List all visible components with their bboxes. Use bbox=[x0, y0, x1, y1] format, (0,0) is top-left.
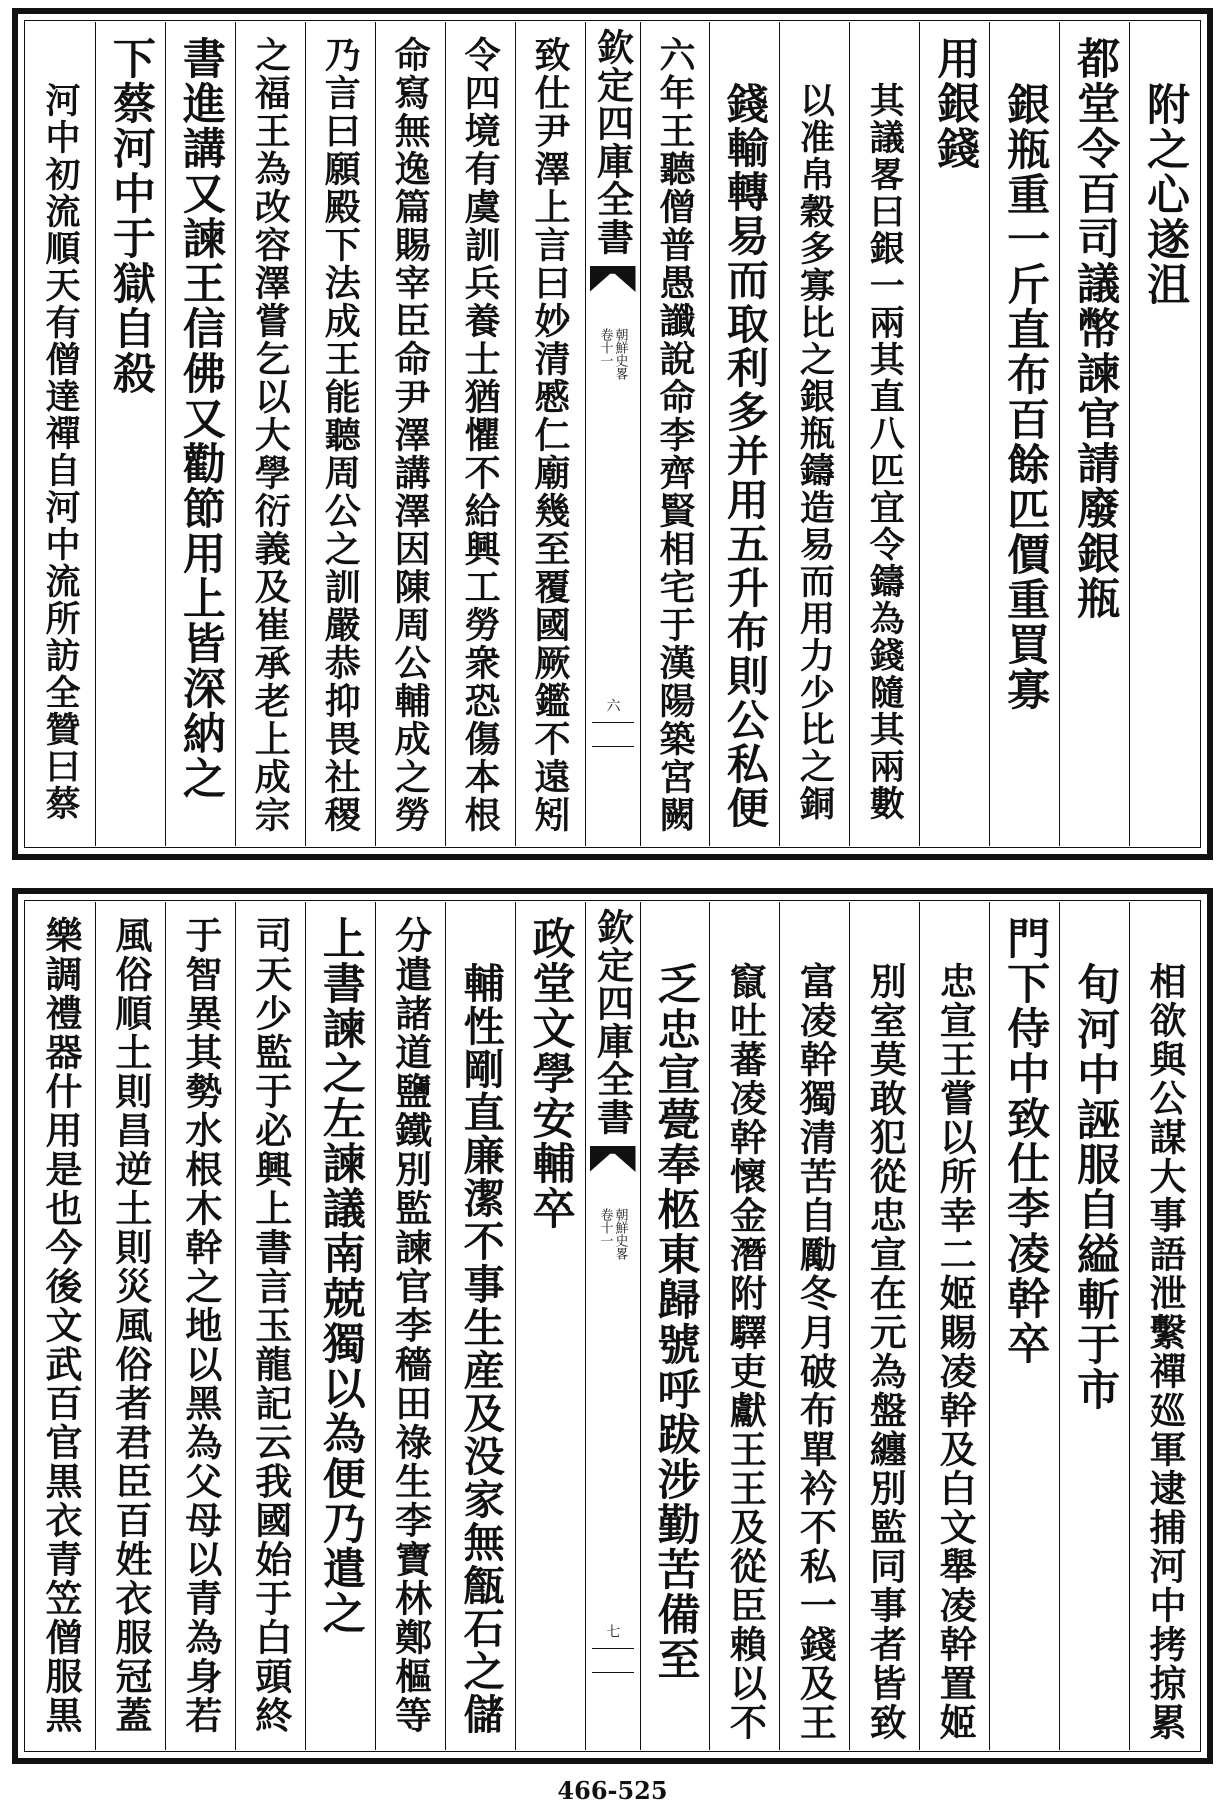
column-text: 以准帛穀多寡比之銀瓶鑄造易而用力少比之銅 bbox=[794, 82, 836, 822]
text-column bbox=[375, 902, 445, 1750]
column-text: 司天少監于必興上書言玉龍記云我國始于白頭終 bbox=[248, 916, 293, 1735]
lower-page bbox=[12, 888, 1213, 1764]
column-text: 致仕尹澤上言曰妙清慼仁廟幾至覆國厥鑑不遠矧 bbox=[529, 36, 572, 834]
text-column bbox=[95, 22, 165, 846]
text-column bbox=[305, 22, 375, 846]
center-rule bbox=[592, 1672, 634, 1673]
column-text: 上書諫之左諫議南兢獨以為便乃遣之 bbox=[315, 916, 366, 1636]
column-text: 書進講又諫王信佛又勸節用上皆深納之 bbox=[175, 36, 226, 801]
page-number: 六 bbox=[604, 698, 621, 712]
volume-label: 卷十一 bbox=[597, 1208, 613, 1247]
text-column bbox=[445, 22, 515, 846]
column-text: 河中初流順天有僧達禪自河中流所訪全贊曰蔡 bbox=[39, 82, 81, 822]
text-column bbox=[640, 22, 710, 846]
column-text: 銀瓶重一斤直布百餘匹價重買寡 bbox=[1000, 82, 1051, 712]
center-margin bbox=[585, 902, 640, 1750]
text-column bbox=[989, 22, 1059, 846]
center-margin bbox=[585, 22, 640, 846]
page-footer-number: 466-525 bbox=[557, 1776, 668, 1805]
column-text: 附之心遂沮 bbox=[1140, 82, 1191, 307]
collection-title: 欽定四庫全書 bbox=[590, 908, 635, 1136]
upper-page bbox=[12, 8, 1213, 860]
column-text: 乃言曰願殿下法成王能聽周公之訓嚴恭抑畏社稷 bbox=[319, 36, 362, 834]
text-column bbox=[989, 902, 1059, 1750]
column-text: 命寫無逸篇賜宰臣命尹澤講澤因陳周公輔成之勞 bbox=[389, 36, 432, 834]
column-text: 樂調禮器什用是也今後文武百官黒衣青笠僧服黒 bbox=[38, 916, 83, 1735]
column-text: 其議畧曰銀一兩其直八匹宜令鑄為錢隨其兩數 bbox=[864, 82, 906, 822]
volume-label: 卷十一 bbox=[597, 328, 613, 367]
text-column bbox=[445, 902, 515, 1750]
column-text: 于智異其勢水根木幹之地以黑為父母以青為身若 bbox=[178, 916, 223, 1735]
collection-title: 欽定四庫全書 bbox=[590, 28, 635, 256]
column-text: 乏忠宣甍奉柩東歸號呼跋涉勤苦備至 bbox=[650, 962, 701, 1682]
text-column bbox=[1059, 902, 1129, 1750]
column-text: 都堂令百司議幣諫官請廢銀瓶 bbox=[1070, 36, 1121, 621]
text-column bbox=[709, 22, 779, 846]
center-rule bbox=[592, 722, 634, 723]
text-column bbox=[375, 22, 445, 846]
text-column bbox=[779, 902, 849, 1750]
text-column bbox=[165, 22, 235, 846]
text-column bbox=[26, 902, 95, 1750]
column-text: 富凌幹獨清苦自勵冬月破布單衿不私一錢及王 bbox=[793, 962, 838, 1742]
text-column bbox=[26, 22, 95, 846]
text-column bbox=[1129, 22, 1199, 846]
book-title: 朝鮮史畧 bbox=[612, 1208, 628, 1260]
text-column bbox=[515, 902, 585, 1750]
column-text: 六年王聽僧普愚讖說命李齊賢相宅于漢陽築宮闕 bbox=[653, 36, 696, 834]
text-column bbox=[1059, 22, 1129, 846]
column-text: 下蔡河中于獄自殺 bbox=[105, 36, 156, 396]
text-column bbox=[235, 22, 305, 846]
text-column bbox=[849, 22, 919, 846]
fishtail-mark bbox=[590, 266, 636, 292]
fishtail-mark bbox=[590, 1146, 636, 1172]
text-column bbox=[919, 902, 989, 1750]
column-text: 輔性剛直廉潔不事生産及没家無甔石之儲 bbox=[456, 962, 505, 1736]
text-column bbox=[235, 902, 305, 1750]
text-column bbox=[709, 902, 779, 1750]
upper-page-columns bbox=[26, 22, 1199, 846]
text-column bbox=[779, 22, 849, 846]
text-column bbox=[165, 902, 235, 1750]
column-text: 分遣諸道鹽鐵別監諫官李穡田祿生李寶林鄭樞等 bbox=[388, 916, 433, 1735]
column-text: 錢輸轉易而取利多并用五升布則公私便 bbox=[720, 82, 770, 830]
book-title: 朝鮮史畧 bbox=[612, 328, 628, 380]
column-text: 之福王為改容澤嘗乞以大學衍義及崔承老上成宗 bbox=[249, 36, 292, 834]
text-column bbox=[1129, 902, 1199, 1750]
text-column bbox=[515, 22, 585, 846]
book-info bbox=[598, 1208, 628, 1328]
text-column bbox=[95, 902, 165, 1750]
center-rule bbox=[592, 1648, 634, 1649]
column-text: 令四境有虞訓兵養士猶懼不給興工勞衆恐傷本根 bbox=[459, 36, 502, 834]
text-column bbox=[305, 902, 375, 1750]
lower-page-columns bbox=[26, 902, 1199, 1750]
column-text: 門下侍中致仕李凌幹卒 bbox=[1000, 916, 1051, 1366]
column-text: 別室莫敢犯從忠宣在元為盤纏別監同事者皆致 bbox=[863, 962, 908, 1742]
column-text: 旬河中誣服自縊斬于市 bbox=[1070, 962, 1121, 1412]
column-text: 竄吐蕃凌幹懷金潛附驛吏獻王王及從臣賴以不 bbox=[723, 962, 768, 1742]
center-rule bbox=[592, 746, 634, 747]
book-info bbox=[598, 328, 628, 448]
text-column bbox=[849, 902, 919, 1750]
page-number: 七 bbox=[604, 1624, 621, 1638]
column-text: 用銀錢 bbox=[930, 36, 981, 171]
column-text: 風俗順土則昌逆土則災風俗者君臣百姓衣服冠蓋 bbox=[108, 916, 153, 1735]
text-column bbox=[919, 22, 989, 846]
column-text: 忠宣王嘗以所幸二姬賜凌幹及白文舉凌幹置姬 bbox=[933, 962, 978, 1742]
column-text: 相欲與公謀大事語泄繫禪廵軍逮捕河中拷掠累 bbox=[1143, 962, 1188, 1742]
text-column bbox=[640, 902, 710, 1750]
column-text: 政堂文學安輔卒 bbox=[525, 916, 576, 1231]
